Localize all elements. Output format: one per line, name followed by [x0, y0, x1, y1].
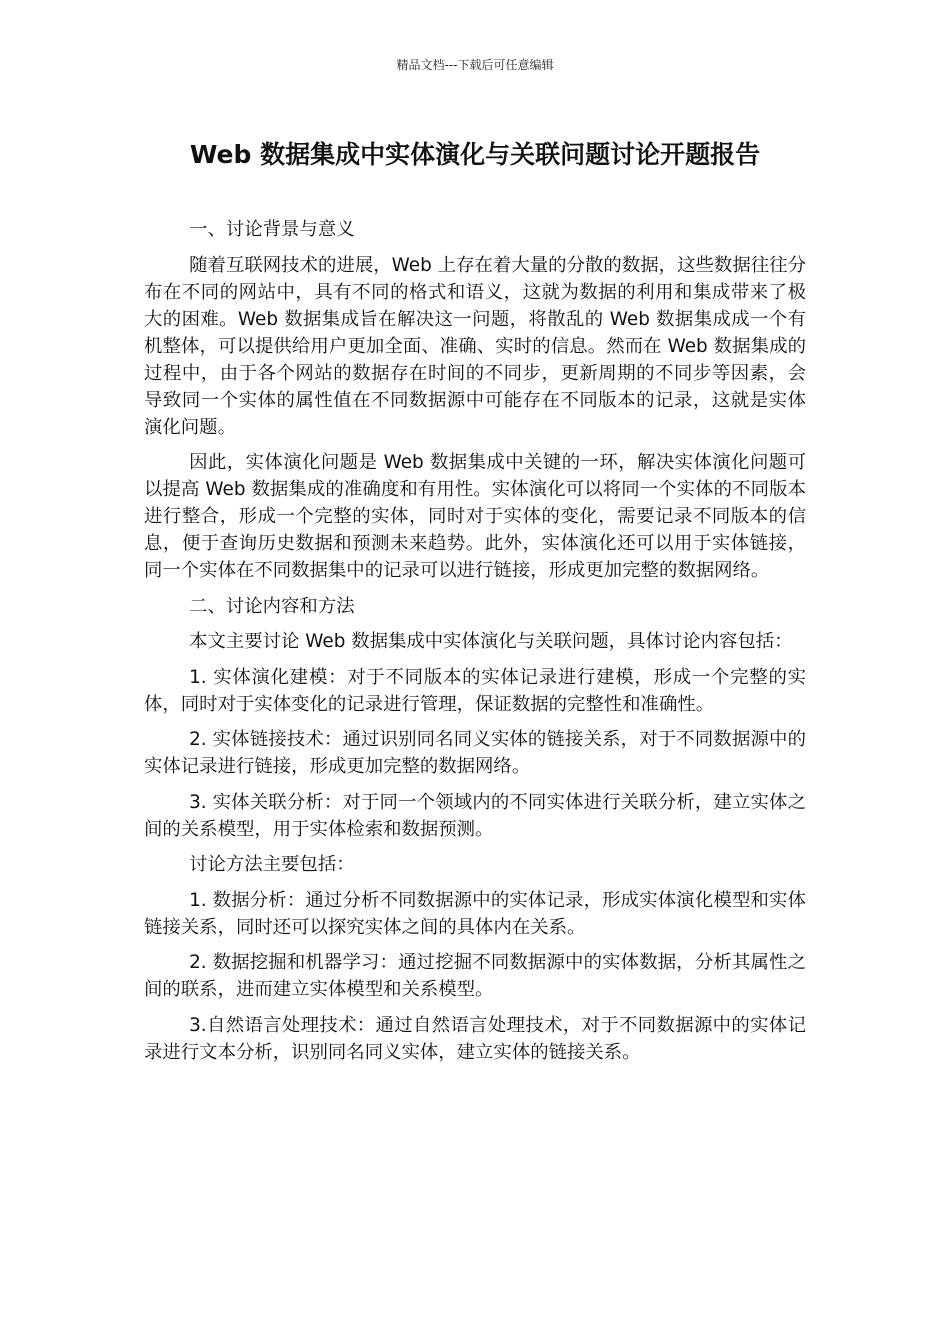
subheading-methods: 讨论方法主要包括：	[189, 854, 355, 875]
section-heading-content-method: 二、讨论内容和方法	[189, 595, 355, 617]
paragraph-significance: 因此，实体演化问题是 Web 数据集成中关键的一环，解决实体演化问题可以提高 Web 数据集成的准确度和有用性。实体演化可以将同一个实体的不同版本进行整合，形成一个完整的实体，同时对于实体的变化，需要记录不同版本的信息，便于查询历史数据和预测未来趋势。此外，实体演化还可以用于实体链接，同一个实体在不同数据集中的记录可以进行链接，形成更加完整的数据网络。	[144, 452, 806, 581]
list-item-method-1: 1. 数据分析：通过分析不同数据源中的实体记录，形成实体演化模型和实体链接关系，同时还可以探究实体之间的具体内在关系。	[144, 889, 806, 938]
list-item-content-3: 3. 实体关联分析：对于同一个领域内的不同实体进行关联分析，建立实体之间的关系模型，用于实体检索和数据预测。	[144, 791, 806, 840]
list-item-method-2: 2. 数据挖掘和机器学习：通过挖掘不同数据源中的实体数据，分析其属性之间的联系，进而建立实体模型和关系模型。	[144, 952, 806, 1000]
list-item-content-2: 2. 实体链接技术：通过识别同名同义实体的链接关系，对于不同数据源中的实体记录进行链接，形成更加完整的数据网络。	[144, 729, 806, 777]
section-heading-background: 一、讨论背景与意义	[189, 219, 355, 240]
document-title: Web 数据集成中实体演化与关联问题讨论开题报告	[189, 140, 761, 169]
document-body	[144, 216, 806, 1074]
page-header: 精品文档---下载后可任意编辑	[396, 58, 554, 72]
paragraph-background: 随着互联网技术的进展，Web 上存在着大量的分散的数据，这些数据往往分布在不同的网站中，具有不同的格式和语义，这就为数据的利用和集成带来了极大的困难。Web 数据集成旨在解决这一问题，将散乱的 Web 数据集成成一个有机整体，可以提供给用户更加全面、准确、实时的信息。然而在 Web 数据集成的过程中，由于各个网站的数据存在时间的不同步，更新周期的不同步等因素，会导致同一个实体的属性值在不同数据源中可能存在不同版本的记录，这就是实体演化问题。	[144, 254, 806, 438]
list-item-method-3: 3.自然语言处理技术：通过自然语言处理技术，对于不同数据源中的实体记录进行文本分析，识别同名同义实体，建立实体的链接关系。	[144, 1014, 806, 1063]
paragraph-content-intro: 本文主要讨论 Web 数据集成中实体演化与关联问题，具体讨论内容包括：	[189, 631, 793, 652]
list-item-content-1: 1. 实体演化建模：对于不同版本的实体记录进行建模，形成一个完整的实体，同时对于实体变化的记录进行管理，保证数据的完整性和准确性。	[144, 666, 806, 715]
